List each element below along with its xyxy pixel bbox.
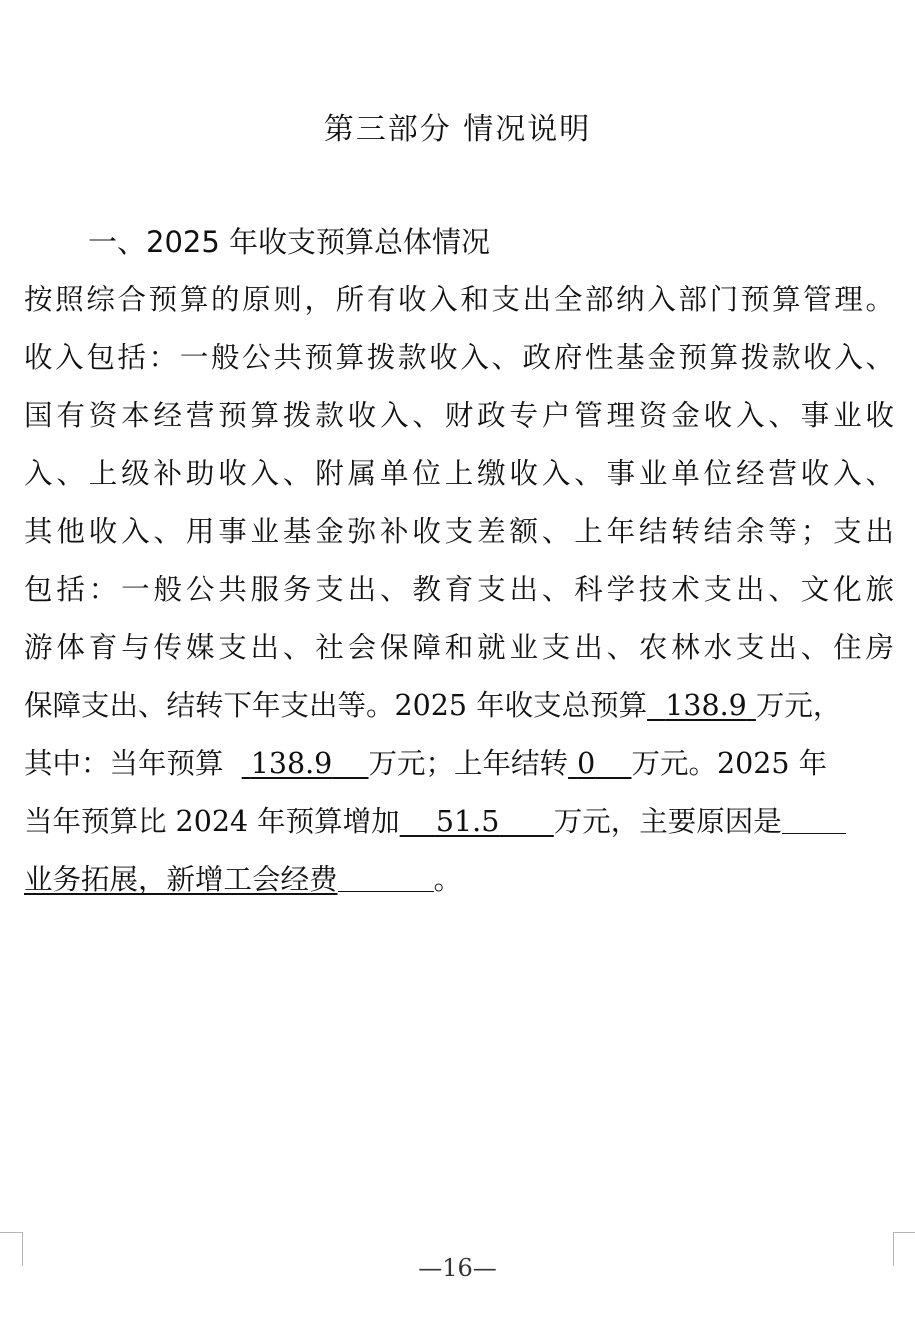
line-8-unit: 万元， <box>755 689 842 722</box>
paragraph-line-3: 国有资本经营预算拨款收入、财政专户管理资金收入、事业收 <box>24 399 894 432</box>
crop-mark-right-h <box>893 1232 915 1233</box>
carryover-value <box>568 747 631 780</box>
paragraph-line-9 <box>24 744 827 784</box>
line-11-end: 。 <box>433 863 463 896</box>
paragraph-line-5: 其他收入、用事业基金弥补收支差额、上年结转结余等；支出 <box>24 515 894 548</box>
crop-mark-left-h <box>0 1232 22 1233</box>
paragraph-line-2: 收入包括：一般公共预算拨款收入、政府性基金预算拨款收入、 <box>24 341 894 374</box>
paragraph-line-1: 按照综合预算的原则，所有收入和支出全部纳入部门预算管理。 <box>24 283 894 316</box>
paragraph-line-11 <box>24 860 462 900</box>
line-9-text: 其中：当年预算 <box>24 747 224 780</box>
current-budget-number: 138.9 <box>250 747 333 780</box>
line-9-mid1: 万元；上年结转 <box>368 747 569 780</box>
page-number: —16— <box>418 1254 497 1282</box>
paragraph-line-6: 包括：一般公共服务支出、教育支出、科学技术支出、文化旅 <box>24 573 894 606</box>
line-9-mid2: 万元。2025 年 <box>631 747 828 780</box>
increase-value <box>400 805 554 838</box>
section-heading: 一、2025 年收支预算总体情况 <box>88 225 491 259</box>
part-title: 第三部分 情况说明 <box>323 112 592 147</box>
line-10-unit: 万元，主要原因是 <box>553 805 782 838</box>
paragraph-line-4: 入、上级补助收入、附属单位上缴收入、事业单位经营收入、 <box>24 457 894 490</box>
total-budget-number: 138.9 <box>665 689 747 722</box>
current-budget-value <box>242 747 369 780</box>
line-8-text: 保障支出、结转下年支出等。2025 年收支总预算 <box>24 689 648 722</box>
line-10-text: 当年预算比 2024 年预算增加 <box>24 805 400 838</box>
carryover-number: 0 <box>577 747 596 780</box>
paragraph-line-7: 游体育与传媒支出、社会保障和就业支出、农林水支出、住房 <box>24 631 894 664</box>
reason-trailing-blank <box>338 863 434 892</box>
total-budget-value <box>647 689 756 722</box>
paragraph-line-8 <box>24 686 841 726</box>
increase-number: 51.5 <box>435 805 500 838</box>
reason-text: 业务拓展，新增工会经费 <box>24 863 338 896</box>
paragraph-line-10 <box>24 802 846 842</box>
reason-blank <box>782 805 846 834</box>
